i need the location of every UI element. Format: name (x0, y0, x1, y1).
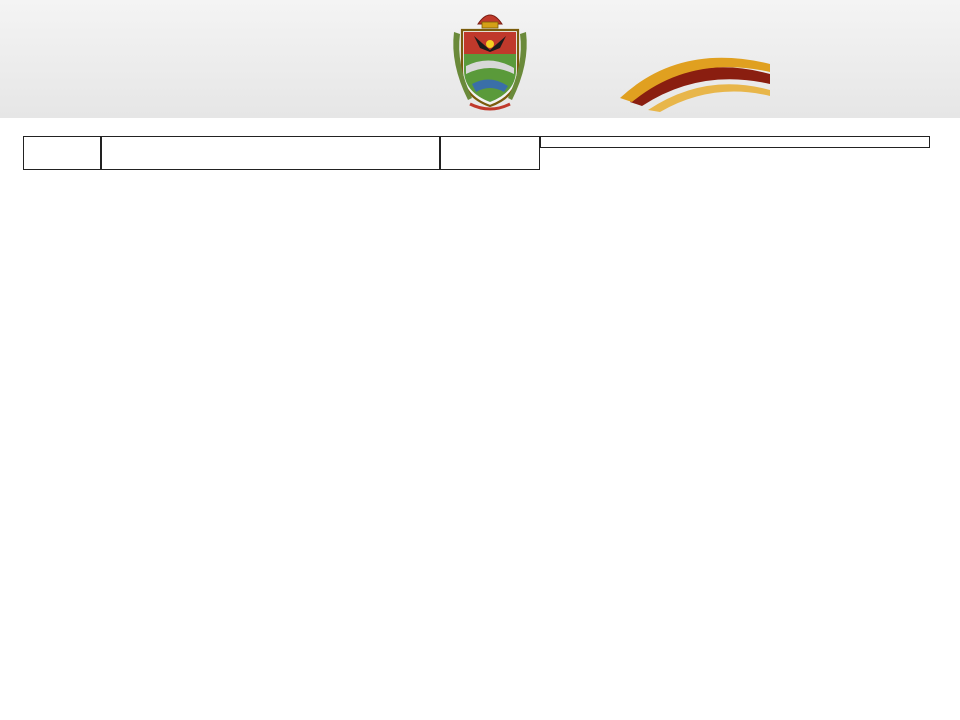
slide-header (0, 0, 960, 118)
coat-of-arms-logo (448, 4, 532, 116)
table-header (23, 136, 930, 170)
col-header-code (23, 136, 101, 170)
slogan-arc-icon (620, 2, 950, 112)
slogan-logo (620, 2, 950, 112)
col-header-years-group (540, 136, 930, 148)
col-header-total (440, 136, 540, 170)
col-header-program (101, 136, 440, 170)
